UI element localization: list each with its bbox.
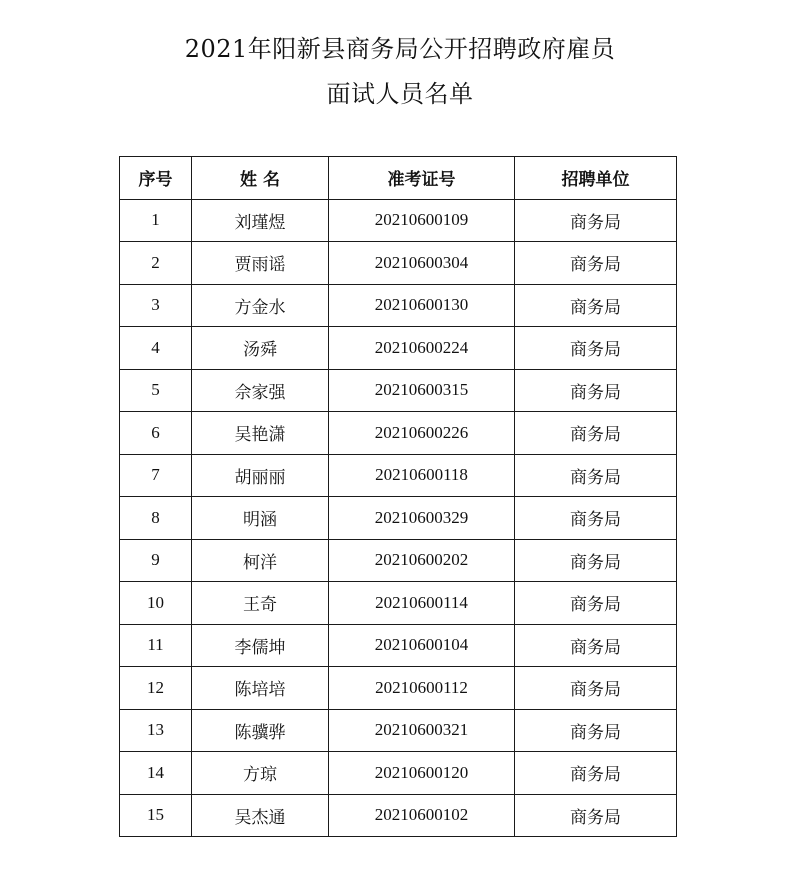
row-name: 佘家强 — [192, 369, 329, 412]
row-unit: 商务局 — [515, 582, 677, 625]
table-row — [120, 497, 677, 540]
table-row — [120, 454, 677, 497]
row-unit: 商务局 — [515, 199, 677, 242]
row-unit: 商务局 — [515, 752, 677, 795]
row-unit: 商务局 — [515, 539, 677, 582]
header-exam-number: 准考证号 — [329, 157, 515, 200]
row-name: 陈培培 — [192, 667, 329, 710]
header-name: 姓 名 — [192, 157, 329, 200]
table-row — [120, 199, 677, 242]
table-row — [120, 667, 677, 710]
header-recruiting-unit: 招聘单位 — [515, 157, 677, 200]
table-row — [120, 709, 677, 752]
table-header-row — [120, 157, 677, 200]
row-name: 方琼 — [192, 752, 329, 795]
row-index: 11 — [120, 624, 192, 667]
row-name: 李儒坤 — [192, 624, 329, 667]
table-row — [120, 284, 677, 327]
row-exam-number: 20210600224 — [329, 327, 515, 370]
row-name: 汤舜 — [192, 327, 329, 370]
row-index: 13 — [120, 709, 192, 752]
row-exam-number: 20210600104 — [329, 624, 515, 667]
document-title: 2021年阳新县商务局公开招聘政府雇员 — [184, 35, 616, 63]
row-name: 贾雨谣 — [192, 242, 329, 285]
row-unit: 商务局 — [515, 497, 677, 540]
row-exam-number: 20210600112 — [329, 667, 515, 710]
row-exam-number: 20210600114 — [329, 582, 515, 625]
row-unit: 商务局 — [515, 242, 677, 285]
row-unit: 商务局 — [515, 284, 677, 327]
row-index: 3 — [120, 284, 192, 327]
row-name: 柯洋 — [192, 539, 329, 582]
row-exam-number: 20210600202 — [329, 539, 515, 582]
table-row — [120, 412, 677, 455]
row-index: 14 — [120, 752, 192, 795]
row-index: 15 — [120, 794, 192, 837]
row-name: 方金水 — [192, 284, 329, 327]
row-unit: 商务局 — [515, 412, 677, 455]
row-unit: 商务局 — [515, 369, 677, 412]
row-exam-number: 20210600226 — [329, 412, 515, 455]
table-row — [120, 582, 677, 625]
row-exam-number: 20210600130 — [329, 284, 515, 327]
row-exam-number: 20210600102 — [329, 794, 515, 837]
row-name: 明涵 — [192, 497, 329, 540]
header-index: 序号 — [120, 157, 192, 200]
table-row — [120, 624, 677, 667]
table-row — [120, 369, 677, 412]
row-index: 2 — [120, 242, 192, 285]
row-index: 6 — [120, 412, 192, 455]
row-index: 8 — [120, 497, 192, 540]
row-name: 王奇 — [192, 582, 329, 625]
table-row — [120, 242, 677, 285]
row-index: 12 — [120, 667, 192, 710]
row-unit: 商务局 — [515, 794, 677, 837]
table-row — [120, 539, 677, 582]
row-unit: 商务局 — [515, 709, 677, 752]
table-row — [120, 794, 677, 837]
row-exam-number: 20210600118 — [329, 454, 515, 497]
row-exam-number: 20210600304 — [329, 242, 515, 285]
document-subtitle: 面试人员名单 — [326, 80, 474, 108]
row-name: 吴艳潇 — [192, 412, 329, 455]
row-index: 9 — [120, 539, 192, 582]
row-name: 胡丽丽 — [192, 454, 329, 497]
row-exam-number: 20210600315 — [329, 369, 515, 412]
row-name: 吴杰通 — [192, 794, 329, 837]
row-index: 5 — [120, 369, 192, 412]
row-name: 刘瑾煜 — [192, 199, 329, 242]
row-unit: 商务局 — [515, 454, 677, 497]
row-index: 4 — [120, 327, 192, 370]
row-unit: 商务局 — [515, 327, 677, 370]
row-unit: 商务局 — [515, 667, 677, 710]
row-exam-number: 20210600120 — [329, 752, 515, 795]
row-exam-number: 20210600321 — [329, 709, 515, 752]
row-exam-number: 20210600329 — [329, 497, 515, 540]
row-index: 7 — [120, 454, 192, 497]
row-exam-number: 20210600109 — [329, 199, 515, 242]
table-row — [120, 752, 677, 795]
row-index: 1 — [120, 199, 192, 242]
row-index: 10 — [120, 582, 192, 625]
row-unit: 商务局 — [515, 624, 677, 667]
interview-roster-table — [119, 156, 677, 837]
row-name: 陈骥骅 — [192, 709, 329, 752]
table-row — [120, 327, 677, 370]
